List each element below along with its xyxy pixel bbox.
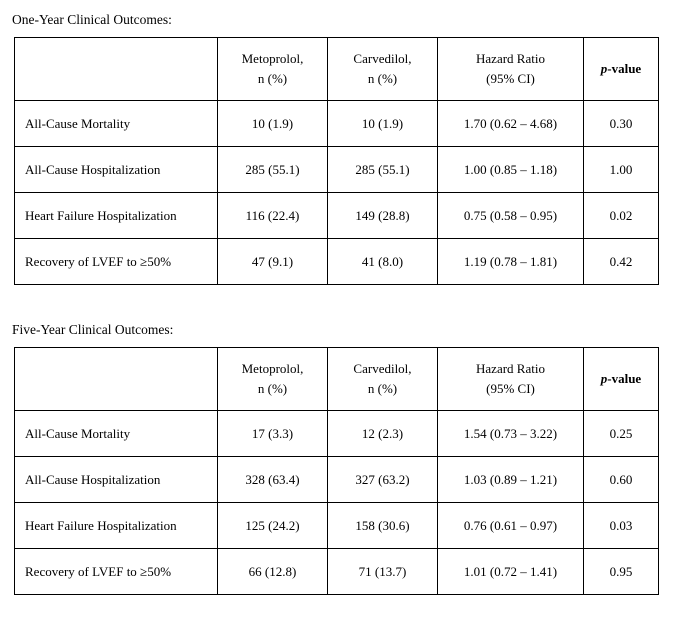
cell-p-value: 0.02	[584, 193, 659, 239]
cell-p-value: 0.30	[584, 101, 659, 147]
header-cell-metoprolol	[218, 38, 328, 101]
p-italic: p	[600, 61, 608, 77]
cell-carvedilol: 285 (55.1)	[328, 147, 438, 193]
table-row	[15, 239, 659, 285]
cell-metoprolol: 47 (9.1)	[218, 239, 328, 285]
cell-outcome: All-Cause Hospitalization	[15, 147, 218, 193]
cell-p-value: 0.60	[584, 457, 659, 503]
cell-carvedilol: 12 (2.3)	[328, 411, 438, 457]
cell-hazard-ratio: 1.70 (0.62 – 4.68)	[438, 101, 584, 147]
cell-outcome: Recovery of LVEF to ≥50%	[15, 549, 218, 595]
header-row	[15, 348, 659, 411]
header-cell-hazard-ratio	[438, 38, 584, 101]
table-row	[15, 411, 659, 457]
table-body	[15, 101, 659, 285]
cell-carvedilol: 10 (1.9)	[328, 101, 438, 147]
table-row	[15, 193, 659, 239]
table-header	[15, 38, 659, 101]
cell-outcome: All-Cause Hospitalization	[15, 457, 218, 503]
table-row	[15, 503, 659, 549]
cell-hazard-ratio: 1.00 (0.85 – 1.18)	[438, 147, 584, 193]
cell-hazard-ratio: 0.75 (0.58 – 0.95)	[438, 193, 584, 239]
cell-outcome: All-Cause Mortality	[15, 411, 218, 457]
header-line-2: n (%)	[367, 71, 398, 87]
table-body	[15, 411, 659, 595]
cell-p-value: 0.25	[584, 411, 659, 457]
cell-metoprolol: 66 (12.8)	[218, 549, 328, 595]
section-spacer	[10, 285, 663, 322]
cell-metoprolol: 17 (3.3)	[218, 411, 328, 457]
header-line-2: n (%)	[257, 71, 288, 87]
cell-outcome: Recovery of LVEF to ≥50%	[15, 239, 218, 285]
header-line-1: Carvedilol,	[353, 51, 412, 67]
cell-metoprolol: 10 (1.9)	[218, 101, 328, 147]
p-suffix: -value	[607, 371, 642, 387]
header-line-2: (95% CI)	[486, 381, 535, 397]
header-cell-carvedilol	[328, 348, 438, 411]
header-line-2: n (%)	[257, 381, 288, 397]
table-row	[15, 101, 659, 147]
one-year-outcomes-table	[14, 37, 659, 285]
header-line-1: Metoprolol,	[241, 361, 304, 377]
header-row	[15, 38, 659, 101]
header-line-1: Hazard Ratio	[476, 51, 545, 67]
cell-metoprolol: 328 (63.4)	[218, 457, 328, 503]
header-cell-outcome	[15, 38, 218, 101]
p-italic: p	[600, 371, 608, 387]
header-line-1: Metoprolol,	[241, 51, 304, 67]
cell-p-value: 0.03	[584, 503, 659, 549]
cell-hazard-ratio: 1.03 (0.89 – 1.21)	[438, 457, 584, 503]
p-suffix: -value	[607, 61, 642, 77]
cell-p-value: 0.95	[584, 549, 659, 595]
cell-metoprolol: 116 (22.4)	[218, 193, 328, 239]
cell-p-value: 0.42	[584, 239, 659, 285]
cell-hazard-ratio: 1.54 (0.73 – 3.22)	[438, 411, 584, 457]
header-line-1: Hazard Ratio	[476, 361, 545, 377]
cell-carvedilol: 327 (63.2)	[328, 457, 438, 503]
header-cell-carvedilol	[328, 38, 438, 101]
cell-hazard-ratio: 0.76 (0.61 – 0.97)	[438, 503, 584, 549]
cell-outcome: Heart Failure Hospitalization	[15, 193, 218, 239]
header-cell-outcome	[15, 348, 218, 411]
table-row	[15, 147, 659, 193]
cell-outcome: All-Cause Mortality	[15, 101, 218, 147]
header-line-2: (95% CI)	[486, 71, 535, 87]
header-cell-hazard-ratio	[438, 348, 584, 411]
table-row	[15, 457, 659, 503]
section-caption-five-year: Five-Year Clinical Outcomes:	[12, 322, 174, 338]
cell-carvedilol: 71 (13.7)	[328, 549, 438, 595]
cell-metoprolol: 285 (55.1)	[218, 147, 328, 193]
header-cell-p-value	[584, 348, 659, 411]
section-caption-one-year: One-Year Clinical Outcomes:	[12, 12, 172, 27]
header-line-2: n (%)	[367, 381, 398, 397]
cell-p-value: 1.00	[584, 147, 659, 193]
cell-carvedilol: 158 (30.6)	[328, 503, 438, 549]
table-row	[15, 549, 659, 595]
five-year-outcomes-table	[14, 347, 659, 595]
cell-hazard-ratio: 1.01 (0.72 – 1.41)	[438, 549, 584, 595]
cell-carvedilol: 149 (28.8)	[328, 193, 438, 239]
table-header	[15, 348, 659, 411]
cell-carvedilol: 41 (8.0)	[328, 239, 438, 285]
cell-outcome: Heart Failure Hospitalization	[15, 503, 218, 549]
header-line-1: Carvedilol,	[353, 361, 412, 377]
header-cell-metoprolol	[218, 348, 328, 411]
header-cell-p-value	[584, 38, 659, 101]
cell-hazard-ratio: 1.19 (0.78 – 1.81)	[438, 239, 584, 285]
cell-metoprolol: 125 (24.2)	[218, 503, 328, 549]
